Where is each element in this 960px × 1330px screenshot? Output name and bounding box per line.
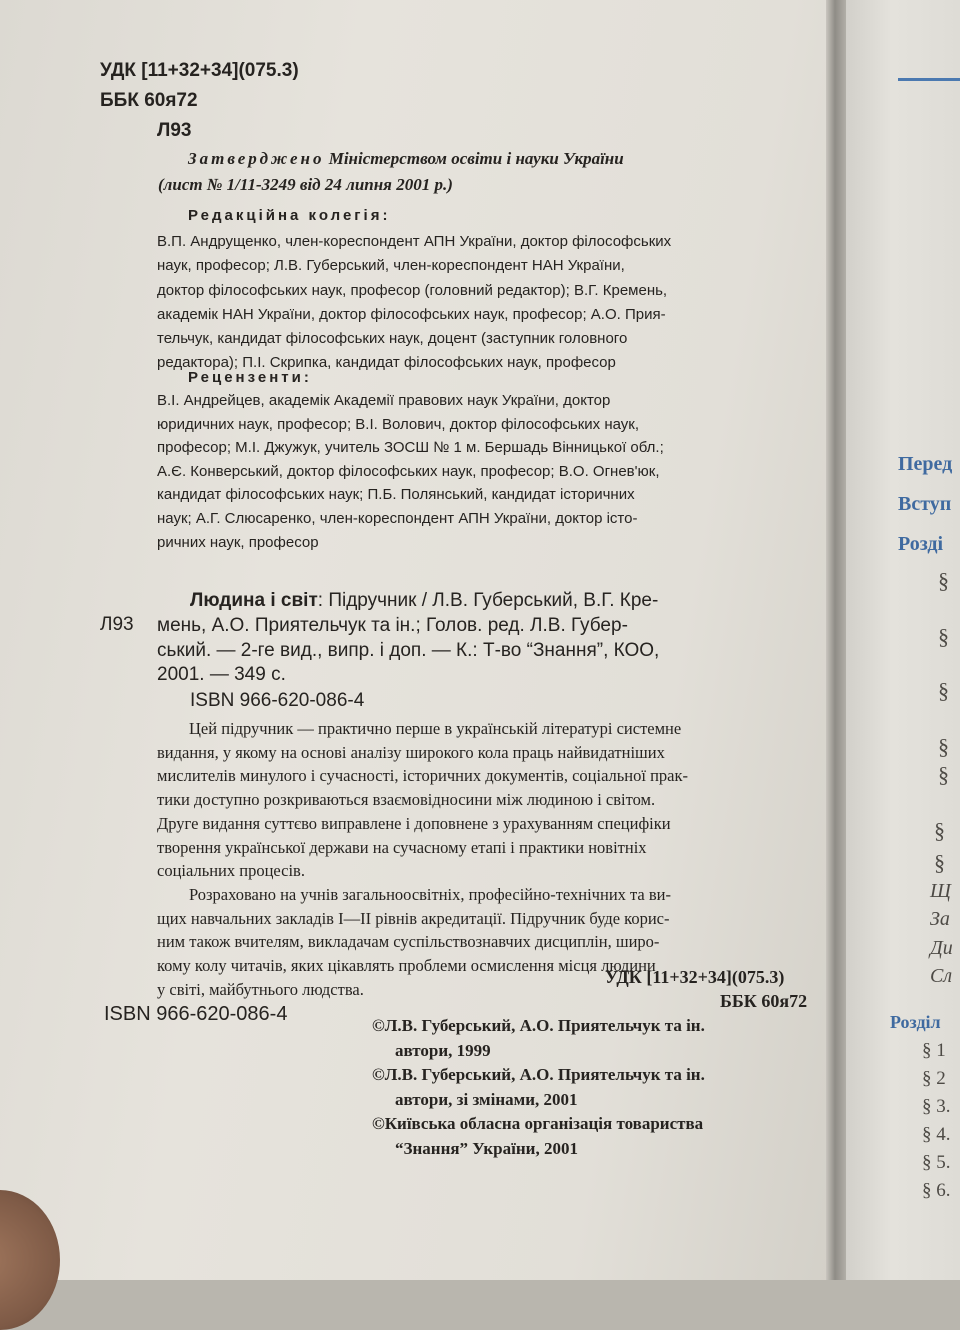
editorial-heading: Редакційна колегія: xyxy=(188,207,391,224)
reviewers-text xyxy=(157,389,819,554)
copyright-3-line-1: ©Київська обласна організація товариства xyxy=(372,1114,704,1133)
toc-item-section-1: Розді xyxy=(898,533,944,555)
toc-item-foreword: Перед xyxy=(898,453,953,475)
toc-italic-item: За xyxy=(930,908,950,930)
catalog-line-2: мень, А.О. Приятельчук та ін.; Голов. ред. Л.В. Губер- xyxy=(157,615,628,636)
toc-paragraph-mark: § xyxy=(938,624,949,649)
toc-numbered-item: § 3. xyxy=(922,1096,951,1117)
catalog-line-1 xyxy=(190,590,658,612)
annotation-line: тики доступно розкриваються взаємовідносини між людиною і світом. xyxy=(157,790,656,810)
editorial-line: В.П. Андрущенко, член-кореспондент АПН України, доктор філософських xyxy=(157,233,672,250)
catalog-isbn: ISBN 966-620-086-4 xyxy=(190,690,365,711)
catalog-line-4: 2001. — 349 с. xyxy=(157,664,286,685)
udk-header: УДК [11+32+34](075.3) xyxy=(100,60,299,81)
annotation-line: ним також вчителям, викладачам суспільствознавчих дисциплін, широ- xyxy=(157,932,660,952)
toc-paragraph-mark: § xyxy=(934,850,945,875)
reviewers-line: А.Є. Конверський, доктор філософських наук, професор; В.О. Огнев'юк, xyxy=(157,462,660,480)
isbn-footer: ISBN 966-620-086-4 xyxy=(104,1003,288,1025)
toc-rule xyxy=(898,78,960,81)
toc-item-intro: Вступ xyxy=(898,493,952,515)
book-subtitle: : Підручник / Л.В. Губерський, В.Г. Кре- xyxy=(317,590,659,611)
approval-label: Затверджено xyxy=(188,149,325,168)
approval-letter: (лист № 1/11-3249 від 24 липня 2001 р.) xyxy=(158,175,453,194)
toc-italic-item: Щ xyxy=(930,880,951,902)
toc-numbered-item: § 6. xyxy=(922,1180,951,1201)
toc-paragraph-mark: § xyxy=(934,818,945,843)
annotation-line: кому колу читачів, яких цікавлять проблеми осмислення місця людини xyxy=(157,956,656,976)
toc-numbered-item: § 5. xyxy=(922,1152,951,1173)
toc-numbered-item: § 4. xyxy=(922,1124,951,1145)
reviewers-line: ричних наук, професор xyxy=(157,533,319,551)
editorial-line: наук, професор; Л.В. Губерський, член-кореспондент НАН України, xyxy=(157,257,625,275)
toc-item-section-2: Розділ xyxy=(890,1012,941,1032)
editorial-line: тельчук, кандидат філософських наук, доцент (заступник головного xyxy=(157,330,628,348)
annotation-line: Цей підручник — практично перше в українській літературі системне xyxy=(189,719,682,738)
editorial-board-text xyxy=(157,230,819,376)
annotation-line: Розраховано на учнів загальноосвітніх, професійно-технічних та ви- xyxy=(189,884,671,904)
toc-paragraph-mark: § xyxy=(938,678,949,703)
annotation-line: соціальних процесів. xyxy=(157,861,305,881)
editorial-line: академік НАН України, доктор філософських наук, професор; А.О. Прия- xyxy=(157,305,666,323)
catalog-line-3: ський. — 2-ге вид., випр. і доп. — К.: Т-во “Знання”, КОО, xyxy=(157,640,660,661)
reviewers-line: юридичних наук, професор; В.І. Волович, доктор філософських наук, xyxy=(157,415,640,433)
annotation-line: творення української держави на сучасному етапі і практики новітніх xyxy=(157,837,647,857)
toc-numbered-item: § 1 xyxy=(922,1040,946,1061)
bbk-footer: ББК 60я72 xyxy=(720,991,808,1011)
udk-footer: УДК [11+32+34](075.3) xyxy=(605,967,785,987)
book-gutter xyxy=(826,0,846,1280)
copyright-1-line-1: ©Л.В. Губерський, А.О. Приятельчук та ін. xyxy=(372,1016,705,1035)
copyright-2-line-1: ©Л.В. Губерський, А.О. Приятельчук та ін. xyxy=(372,1065,705,1084)
toc-italic-item: Сл xyxy=(930,965,953,987)
reviewers-line: кандидат філософських наук; П.Б. Полянський, кандидат історичних xyxy=(157,486,635,504)
copyright-3-line-2: “Знання” України, 2001 xyxy=(395,1139,578,1158)
annotation-text xyxy=(157,717,819,1001)
annotation-line: видання, у якому на основі аналізу широкого кола праць найвидатніших xyxy=(157,742,665,762)
editorial-line: доктор філософських наук, професор (головний редактор); В.Г. Кремень, xyxy=(157,281,668,299)
copyright-2-line-2: автори, зі змінами, 2001 xyxy=(395,1090,578,1109)
code-header: Л93 xyxy=(157,120,192,141)
annotation-line: щих навчальних закладів І—ІІ рівнів акредитації. Підручник буде корис- xyxy=(157,908,670,928)
annotation-line: мислителів минулого і сучасності, історичних документів, соціальної прак- xyxy=(157,766,689,786)
book-title: Людина і світ xyxy=(190,590,318,611)
toc-numbered-item: § 2 xyxy=(922,1068,946,1089)
toc-paragraph-mark: § xyxy=(938,734,949,759)
reviewers-heading: Рецензенти: xyxy=(188,369,312,386)
copyright-1-line-2: автори, 1999 xyxy=(395,1041,491,1060)
annotation-line: у світі, майбутнього людства. xyxy=(157,979,364,999)
reviewers-line: професор; М.І. Джужук, учитель ЗОСШ № 1 м. Бершадь Вінницької обл.; xyxy=(157,439,664,457)
approval-by: Міністерством освіти і науки України xyxy=(328,149,624,168)
approval-line xyxy=(188,148,624,170)
reviewers-line: наук; А.Г. Слюсаренко, член-кореспондент АПН України, доктор істо- xyxy=(157,509,638,527)
toc-paragraph-mark: § xyxy=(938,568,949,593)
reviewers-line: В.І. Андрейцев, академік Академії правових наук України, доктор xyxy=(157,392,611,409)
catalog-code: Л93 xyxy=(100,614,134,635)
editorial-line: редактора); П.І. Скрипка, кандидат філософських наук, професор xyxy=(157,354,616,372)
toc-paragraph-mark: § xyxy=(938,762,949,787)
annotation-line: Друге видання суттєво виправлене і доповнене з урахуванням специфіки xyxy=(157,813,671,833)
bbk-header: ББК 60я72 xyxy=(100,90,198,111)
toc-italic-item: Ди xyxy=(930,937,953,959)
